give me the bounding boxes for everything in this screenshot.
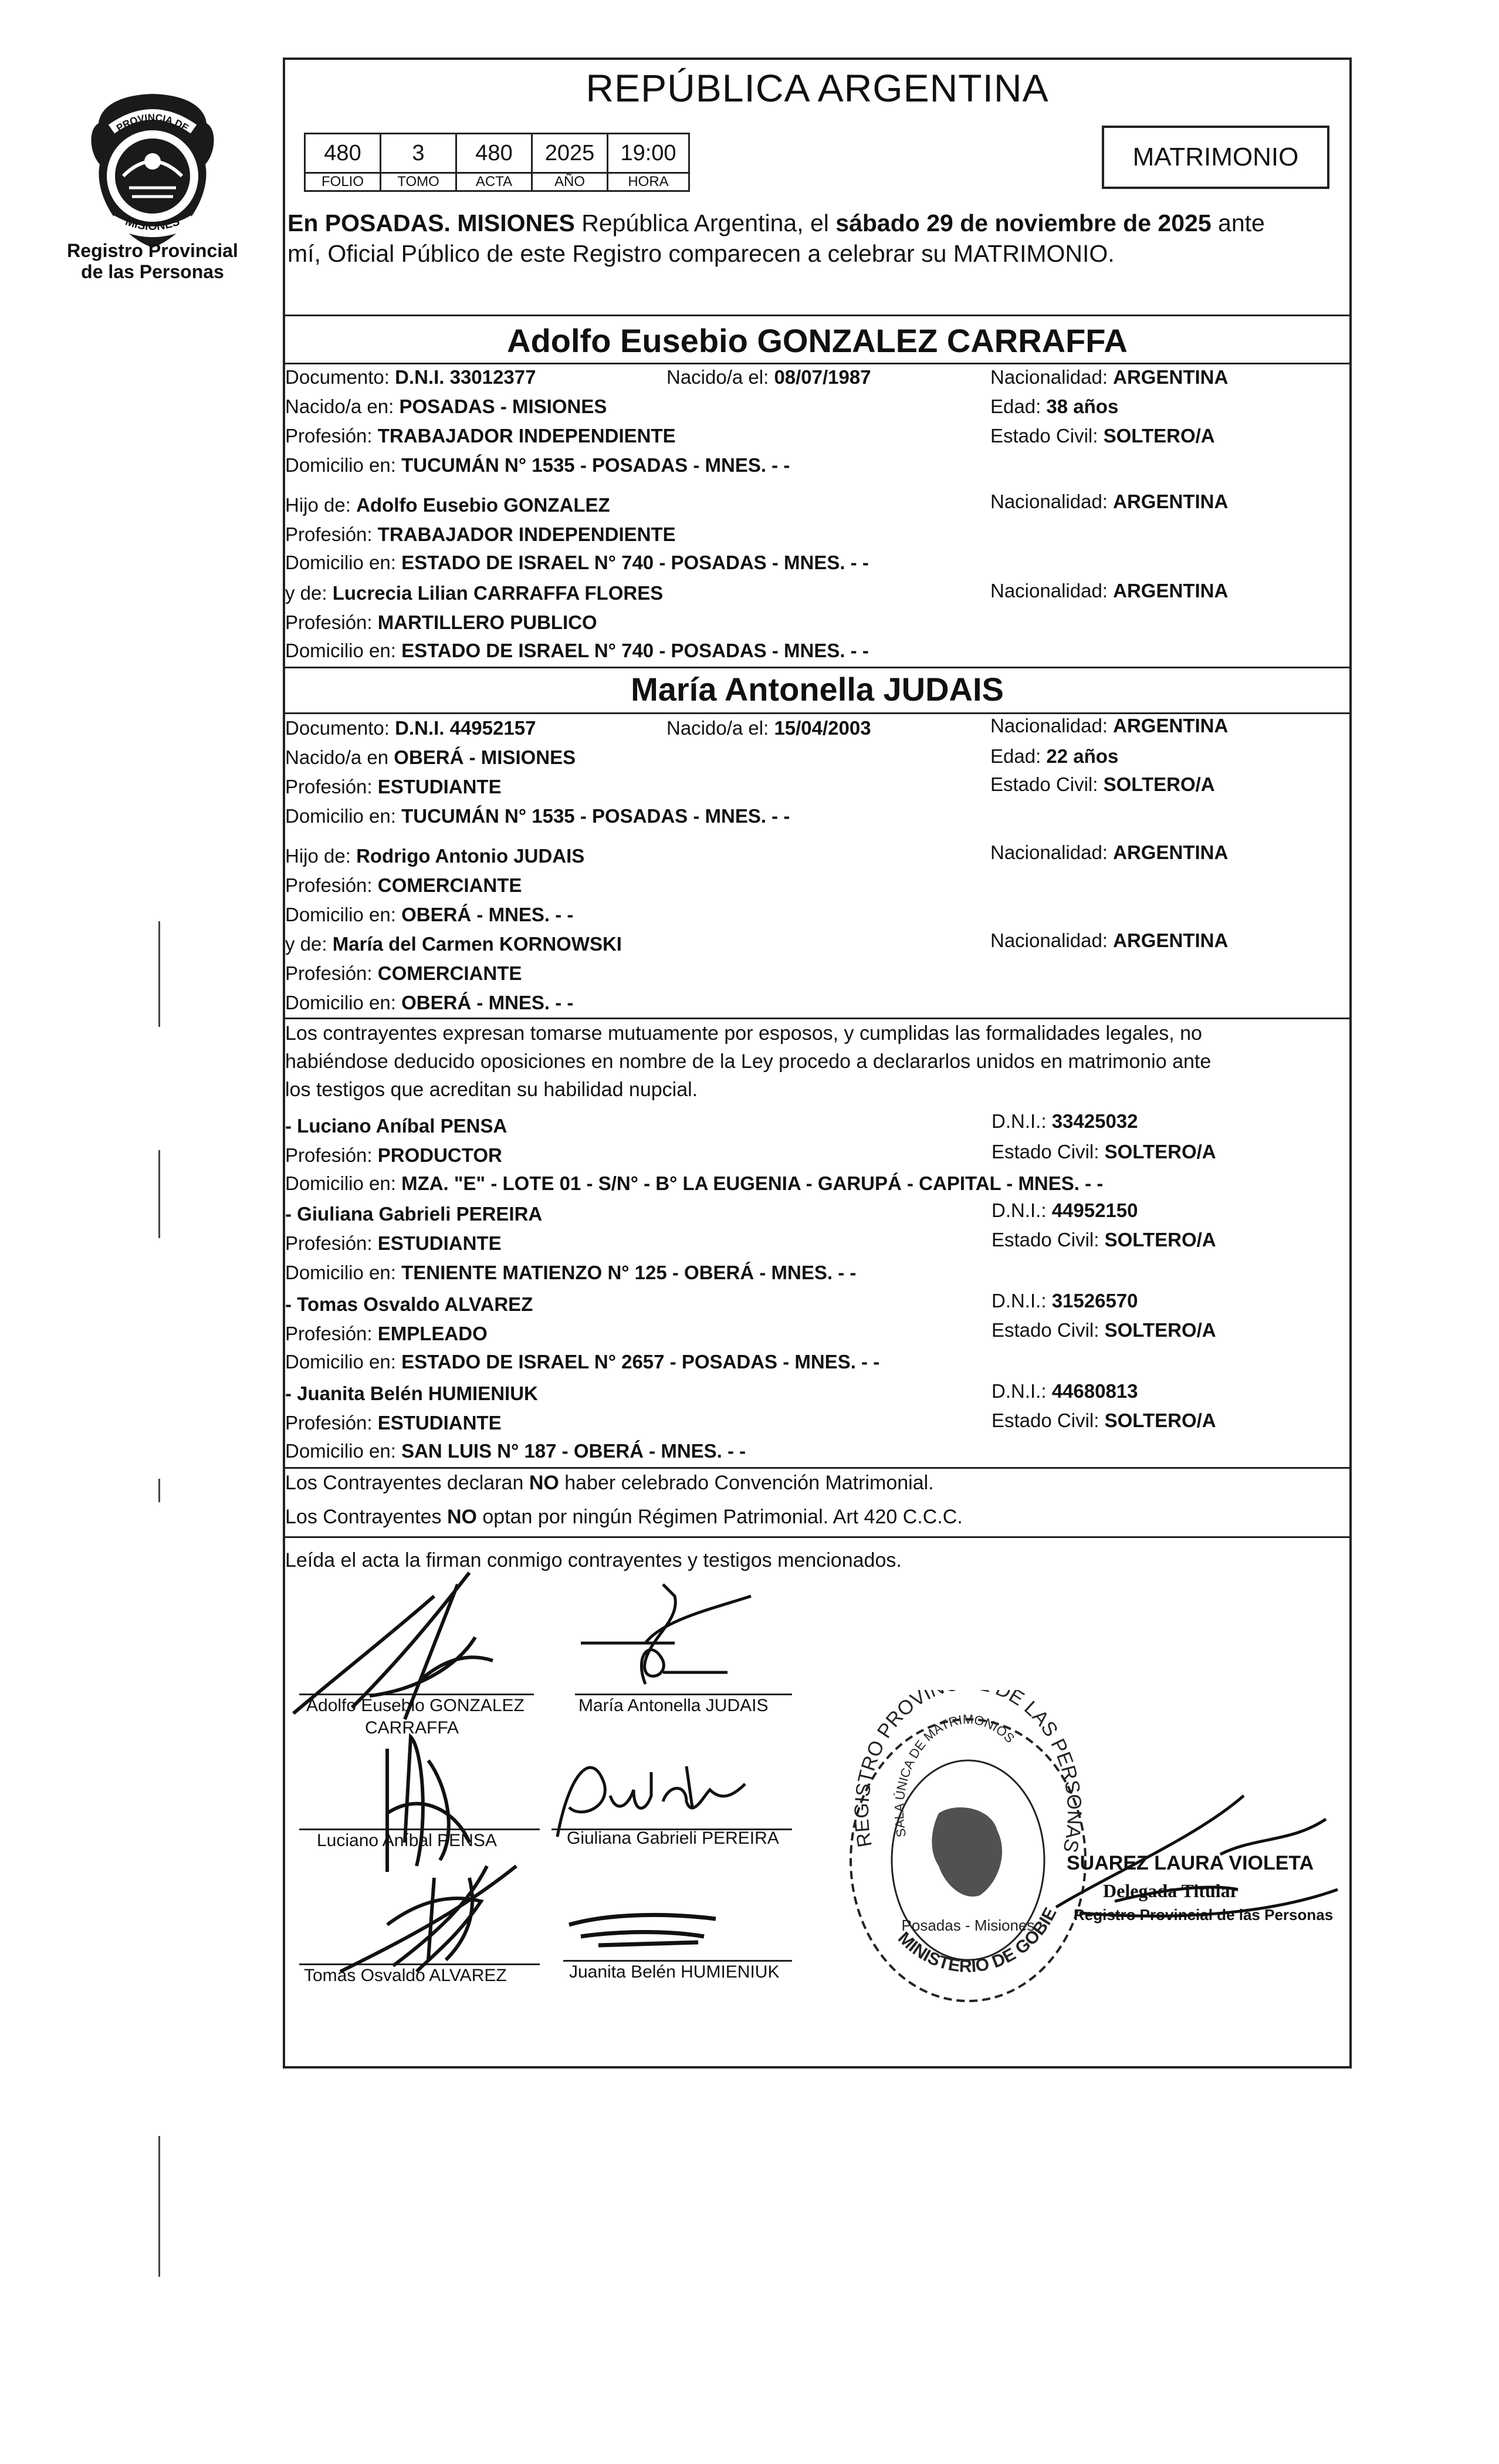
divider [283,1467,1352,1469]
svg-text:MISIONES: MISIONES [123,215,182,233]
official-role: Delegada Titular [1103,1880,1239,1901]
spouse1-mother-address: Domicilio en: ESTADO DE ISRAEL N° 740 - POSADAS - MNES. - - [285,640,869,661]
witness-dni: D.N.I.: 44680813 [992,1380,1138,1402]
spouse1-name: Adolfo Eusebio GONZALEZ CARRAFFA [507,322,1128,359]
witness-address: Domicilio en: MZA. "E" - LOTE 01 - S/N° - B° LA EUGENIA - GARUPÁ - CAPITAL - MNES. - - [285,1172,1104,1194]
spouse1-mother: y de: Lucrecia Lilian CARRAFFA FLORES [285,582,664,604]
divider [283,1536,1352,1538]
intro-text-2: ante [1211,209,1265,236]
divider [283,667,1352,668]
hora-label: HORA [608,173,689,191]
signature-spouse2 [575,1573,769,1690]
divider [283,315,1352,316]
spouse1-birthplace: Nacido/a en: POSADAS - MISIONES [285,396,607,417]
spouse1-birthdate: Nacido/a el: 08/07/1987 [666,366,871,388]
spouse2-birthdate: Nacido/a el: 15/04/2003 [666,717,871,739]
intro-date: sábado 29 de noviembre de 2025 [835,209,1212,236]
svg-text:REGISTRO PROVINCIAL DE LAS PER: REGISTRO PROVI DE LAS PERSONAS [850,1690,1086,1855]
witness-dni: D.N.I.: 31526570 [992,1290,1138,1312]
spouse2-name: María Antonella JUDAIS [631,671,1004,708]
spouse2-age: Edad: 22 años [990,745,1119,767]
page-title: REPÚBLICA ARGENTINA [586,66,1049,110]
signature-line [575,1694,792,1695]
witness-address: Domicilio en: ESTADO DE ISRAEL N° 2657 - POSADAS - MNES. - - [285,1351,880,1373]
spouse1-father-profession: Profesión: TRABAJADOR INDEPENDIENTE [285,523,676,545]
witness-civil-status: Estado Civil: SOLTERO/A [992,1319,1216,1341]
margin-mark [158,2136,160,2277]
witness-name: - Juanita Belén HUMIENIUK [285,1383,538,1404]
spouse2-father: Hijo de: Rodrigo Antonio JUDAIS [285,845,585,867]
declaration-line-3: los testigos que acreditan su habilidad nupcial. [285,1079,698,1101]
divider [283,712,1352,714]
acta-value: 480 [456,134,532,173]
spouse2-documento: Documento: D.N.I. 44952157 [285,717,536,739]
folio-label: FOLIO [305,173,381,191]
signature-label-spouse2: María Antonella JUDAIS [578,1696,769,1715]
spouse2-nationality: Nacionalidad: ARGENTINA [990,715,1229,736]
spouse2-mother-address: Domicilio en: OBERÁ - MNES. - - [285,992,574,1013]
witness-civil-status: Estado Civil: SOLTERO/A [992,1141,1216,1162]
spouse1-father-nationality: Nacionalidad: ARGENTINA [990,491,1229,512]
witness-name: - Tomas Osvaldo ALVAREZ [285,1293,533,1315]
svg-text:MINISTERIO DE GOBIERNO: MINISTERIO DE GOBIE [894,1904,1061,1976]
witness-name: - Giuliana Gabrieli PEREIRA [285,1203,543,1225]
divider [283,1018,1352,1019]
spouse2-civil-status: Estado Civil: SOLTERO/A [990,773,1215,795]
signature-label-spouse1: Adolfo Eusebio GONZALEZ [306,1696,525,1715]
registry-name-line1: Registro Provincial [67,240,238,261]
signature-label-witness2: Giuliana Gabrieli PEREIRA [567,1828,779,1848]
witness-address: Domicilio en: SAN LUIS N° 187 - OBERÁ - MNES. - - [285,1440,746,1462]
witness-dni: D.N.I.: 44952150 [992,1199,1138,1221]
spouse2-mother-profession: Profesión: COMERCIANTE [285,962,522,984]
spouse1-civil-status: Estado Civil: SOLTERO/A [990,425,1215,447]
spouse2-father-profession: Profesión: COMERCIANTE [285,874,522,896]
spouse2-father-nationality: Nacionalidad: ARGENTINA [990,841,1229,863]
svg-text:SALA ÚNICA DE MATRIMONIOS: SALA ÚNICA DE MATRIMONIOS [891,1712,1018,1838]
official-name: SUAREZ LAURA VIOLETA [1067,1852,1314,1874]
spouse1-age: Edad: 38 años [990,396,1119,417]
spouse1-nationality: Nacionalidad: ARGENTINA [990,366,1229,388]
signature-label-witness1: Luciano Aníbal PENSA [317,1831,497,1850]
witness-profession: Profesión: ESTUDIANTE [285,1412,502,1434]
spouse1-father-address: Domicilio en: ESTADO DE ISRAEL N° 740 - POSADAS - MNES. - - [285,552,869,573]
witness-dni: D.N.I.: 33425032 [992,1110,1138,1132]
divider [283,363,1352,364]
intro-line-2: mí, Oficial Público de este Registro comparecen a celebrar su MATRIMONIO. [287,240,1115,267]
svg-text:PROVINCIA DE: PROVINCIA DE [114,111,191,134]
convention-line-2: Los Contrayentes NO optan por ningún Régimen Patrimonial. Art 420 C.C.C. [285,1506,963,1528]
witness-name: - Luciano Aníbal PENSA [285,1115,507,1137]
spouse2-profession: Profesión: ESTUDIANTE [285,776,502,797]
tomo-value: 3 [381,134,456,173]
ano-value: 2025 [532,134,608,173]
spouse2-mother: y de: María del Carmen KORNOWSKI [285,933,622,955]
spouse2-address: Domicilio en: TUCUMÁN N° 1535 - POSADAS - MNES. - - [285,805,790,827]
intro-text-1: República Argentina, el [574,209,836,236]
signature-label-witness4: Juanita Belén HUMIENIUK [569,1962,780,1982]
spouse1-documento: Documento: D.N.I. 33012377 [285,366,536,388]
witness-profession: Profesión: EMPLEADO [285,1323,488,1344]
signature-label-spouse1-cont: CARRAFFA [365,1718,459,1738]
signature-witness3 [329,1854,575,1978]
margin-mark [158,921,160,1027]
spouse1-father: Hijo de: Adolfo Eusebio GONZALEZ [285,494,610,516]
spouse2-father-address: Domicilio en: OBERÁ - MNES. - - [285,904,574,925]
margin-mark [158,1150,160,1238]
witness-profession: Profesión: ESTUDIANTE [285,1232,502,1254]
acta-label: ACTA [456,173,532,191]
witness-civil-status: Estado Civil: SOLTERO/A [992,1410,1216,1431]
signature-spouse1 [282,1561,551,1731]
declaration-line-2: habiéndose deducido oposiciones en nombre de la Ley procedo a declararlos unidos en matrimonio ante [285,1050,1212,1073]
signature-label-witness3: Tomas Osvaldo ALVAREZ [304,1966,507,1985]
witness-civil-status: Estado Civil: SOLTERO/A [992,1229,1216,1250]
spouse2-mother-nationality: Nacionalidad: ARGENTINA [990,930,1229,951]
margin-mark [158,1479,160,1502]
document-type-box: MATRIMONIO [1102,126,1329,189]
witness-address: Domicilio en: TENIENTE MATIENZO N° 125 - OBERÁ - MNES. - - [285,1262,857,1283]
hora-value: 19:00 [608,134,689,173]
intro-line-1 [287,210,1265,236]
official-office: Registro Provincial de las Personas [1074,1906,1334,1924]
declaration-line-1: Los contrayentes expresan tomarse mutuamente por esposos, y cumplidas las formalidades legales, no [285,1022,1202,1045]
witness-profession: Profesión: PRODUCTOR [285,1144,502,1166]
spouse1-address: Domicilio en: TUCUMÁN N° 1535 - POSADAS - MNES. - - [285,454,790,476]
signature-official [1044,1772,1349,1925]
registry-name-line2: de las Personas [81,261,224,282]
registration-table [304,133,690,192]
signature-line [563,1960,792,1962]
spouse1-mother-nationality: Nacionalidad: ARGENTINA [990,580,1229,601]
spouse1-mother-profession: Profesión: MARTILLERO PUBLICO [285,611,597,633]
closing-text: Leída el acta la firman conmigo contrayentes y testigos mencionados. [285,1549,902,1571]
intro-place: En POSADAS. MISIONES [287,209,575,236]
svg-text:Posadas - Misiones: Posadas - Misiones [901,1917,1035,1934]
signature-witness4 [563,1907,727,1954]
registry-logo [76,88,229,264]
folio-value: 480 [305,134,381,173]
spouse2-birthplace: Nacido/a en OBERÁ - MISIONES [285,746,576,768]
tomo-label: TOMO [381,173,456,191]
spouse1-profession: Profesión: TRABAJADOR INDEPENDIENTE [285,425,676,447]
convention-line-1: Los Contrayentes declaran NO haber celebrado Convención Matrimonial. [285,1472,934,1494]
ano-label: AÑO [532,173,608,191]
signature-witness2 [546,1749,769,1843]
